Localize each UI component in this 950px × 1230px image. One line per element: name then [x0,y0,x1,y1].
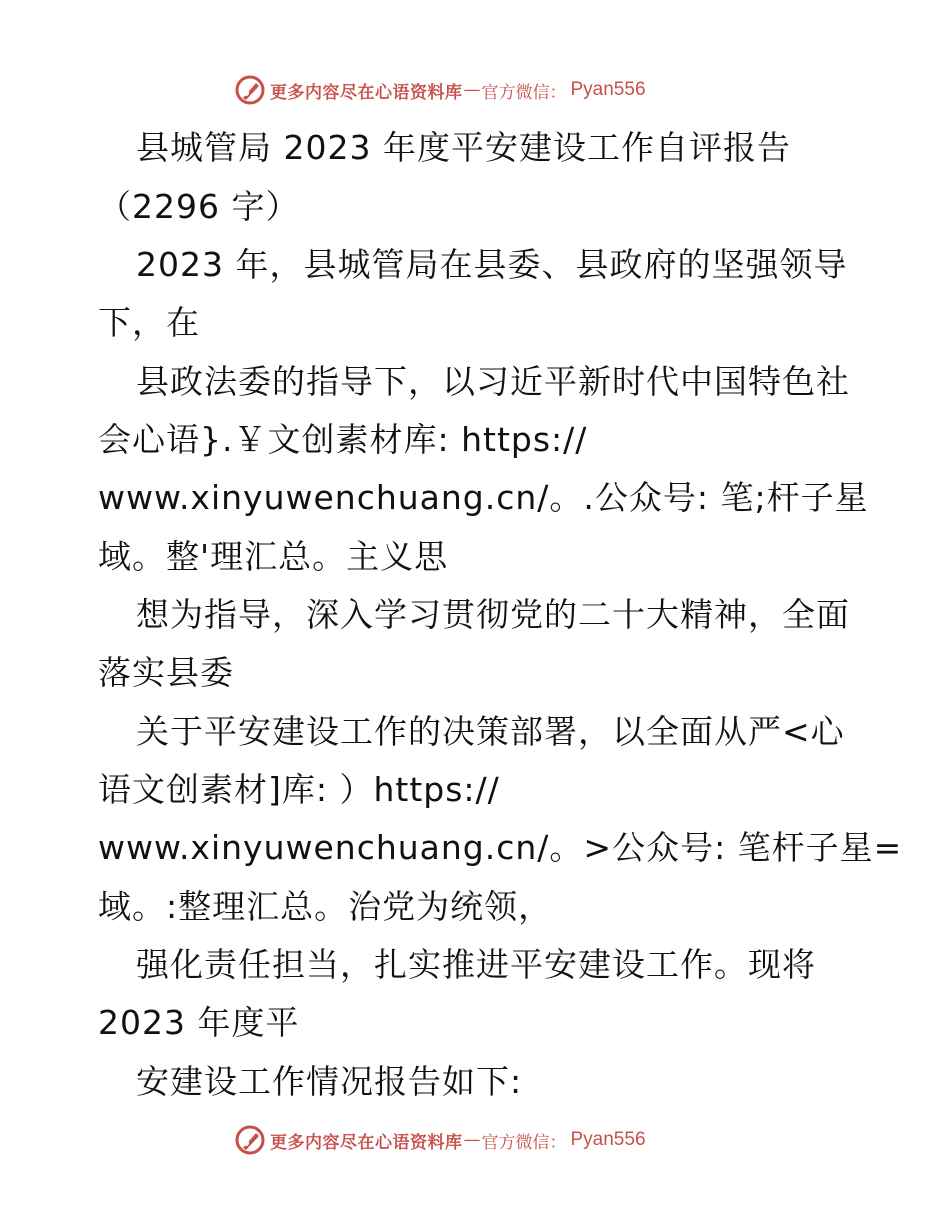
pen-logo-icon [234,1124,266,1156]
text-line: 下，在 [98,303,200,342]
watermark-text: 更多内容尽在心语资料库 [270,82,463,103]
text-line: 会心语}.￥文创素材库: https:// [98,420,588,459]
text-line: www.xinyuwenchuang.cn/。>公众号: 笔杆子星= [98,828,903,867]
watermark-handle: Pyan556 [570,79,646,100]
watermark-separator: — [463,80,481,100]
pen-logo-icon [234,74,266,106]
text-line: 安建设工作情况报告如下: [136,1062,523,1101]
text-line: 关于平安建设工作的决策部署，以全面从严<心 [136,712,845,751]
text-line: 2023 年度平 [98,1003,300,1042]
watermark-handle: Pyan556 [570,1129,646,1150]
text-line: 语文创素材]库: ）https:// [98,770,500,809]
watermark-label: 官方微信： [481,1132,567,1153]
text-line: 县政法委的指导下，以习近平新时代中国特色社 [136,362,850,401]
text-line: 想为指导，深入学习贯彻党的二十大精神，全面 [136,595,850,634]
text-line: 2023 年，县城管局在县委、县政府的坚强领导 [136,245,848,284]
header-watermark [234,72,754,108]
doc-title: 县城管局 2023 年度平安建设工作自评报告 [136,128,791,167]
footer-watermark [234,1122,754,1158]
text-line: 落实县委 [98,653,234,692]
text-line: 强化责任担当，扎实推进平安建设工作。现将 [136,945,816,984]
text-line: www.xinyuwenchuang.cn/。.公众号: 笔;杆子星 [98,478,869,517]
text-line: （2296 字） [98,187,300,226]
text-line: 域。整'理汇总。主义思 [98,537,449,576]
watermark-label: 官方微信： [481,82,567,103]
watermark-text: 更多内容尽在心语资料库 [270,1132,463,1153]
watermark-separator: — [463,1130,481,1150]
text-line: 域。:整理汇总。治党为统领， [98,887,553,926]
